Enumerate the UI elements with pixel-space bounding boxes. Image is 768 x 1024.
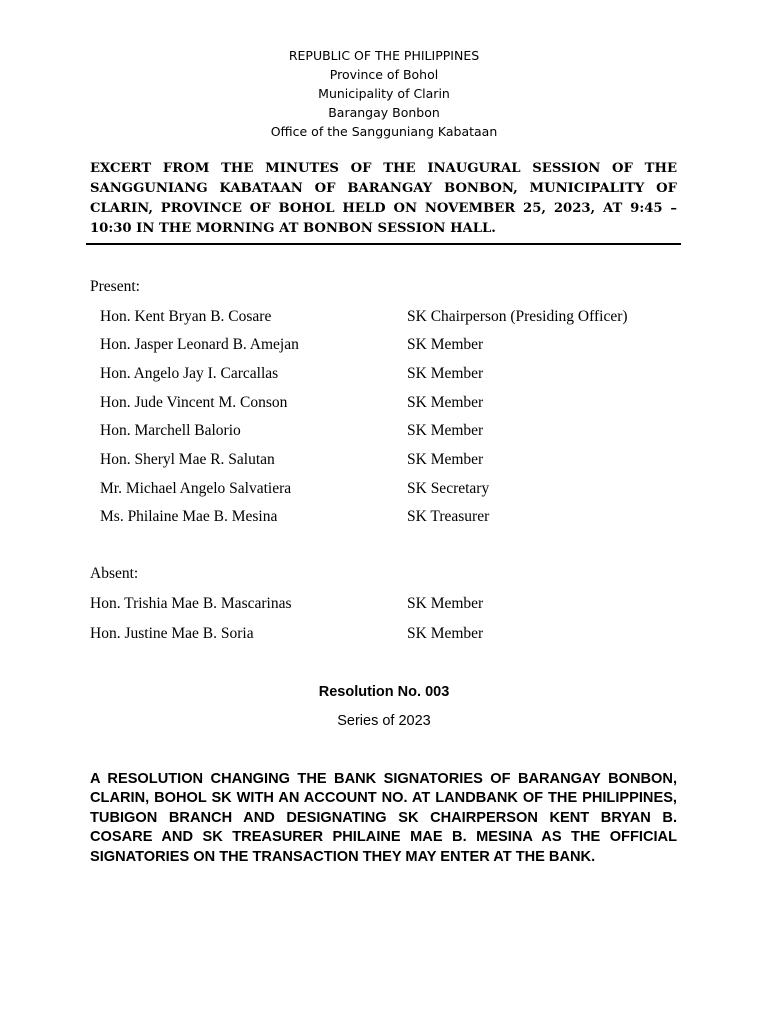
absent-label: Absent: [90,565,139,582]
present-name: Hon. Sheryl Mae R. Salutan [100,451,275,468]
present-name: Hon. Marchell Balorio [100,422,241,439]
header-barangay: Barangay Bonbon [328,105,440,120]
header-municipality: Municipality of Clarin [318,86,450,101]
present-position: SK Member [407,394,484,411]
present-name: Ms. Philaine Mae B. Mesina [100,508,278,525]
document-header [0,46,768,141]
present-name: Hon. Jasper Leonard B. Amejan [100,336,299,353]
absent-position: SK Member [407,595,484,612]
title-divider [86,243,681,245]
resolution-body: A RESOLUTION CHANGING THE BANK SIGNATORIES OF BARANGAY BONBON, CLARIN, BOHOL SK WITH AN ACCOUNT NO. AT LANDBANK OF THE PHILIPPINES, TUBIGON BRANCH AND DESIGNATING SK CHAIRPERSON KENT BRYAN B. COSARE AND SK TREASURER PHILAINE MAE B. MESINA AS THE OFFICIAL SIGNATORIES ON THE TRANSACTION THEY MAY ENTER AT THE BANK. [90,771,677,865]
document-title: EXCERT FROM THE MINUTES OF THE INAUGURAL SESSION OF THE SANGGUNIANG KABATAAN OF BARANGAY BONBON, MUNICIPALITY OF CLARIN, PROVINCE OF BOHOL HELD ON NOVEMBER 25, 2023, AT 9:45 – 10:30 IN THE MORNING AT BONBON SESSION HALL. [90,161,677,236]
header-province: Province of Bohol [329,67,439,82]
present-position: SK Member [407,365,484,382]
present-name: Mr. Michael Angelo Salvatiera [100,480,292,497]
present-position: SK Member [407,451,484,468]
present-name: Hon. Jude Vincent M. Conson [100,394,288,411]
present-position: SK Member [407,422,484,439]
absent-name: Hon. Trishia Mae B. Mascarinas [90,595,292,612]
present-position: SK Secretary [407,480,490,497]
present-name: Hon. Angelo Jay I. Carcallas [100,365,279,382]
present-position: SK Member [407,336,484,353]
absent-name: Hon. Justine Mae B. Soria [90,625,254,642]
resolution-number: Resolution No. 003 [318,684,450,700]
present-position: SK Treasurer [407,508,490,525]
absent-position: SK Member [407,625,484,642]
present-name: Hon. Kent Bryan B. Cosare [100,308,272,325]
resolution-series: Series of 2023 [337,713,431,729]
present-position: SK Chairperson (Presiding Officer) [407,308,628,325]
header-republic: REPUBLIC OF THE PHILIPPINES [288,48,480,63]
header-office: Office of the Sangguniang Kabataan [270,124,498,139]
present-label: Present: [90,278,140,295]
